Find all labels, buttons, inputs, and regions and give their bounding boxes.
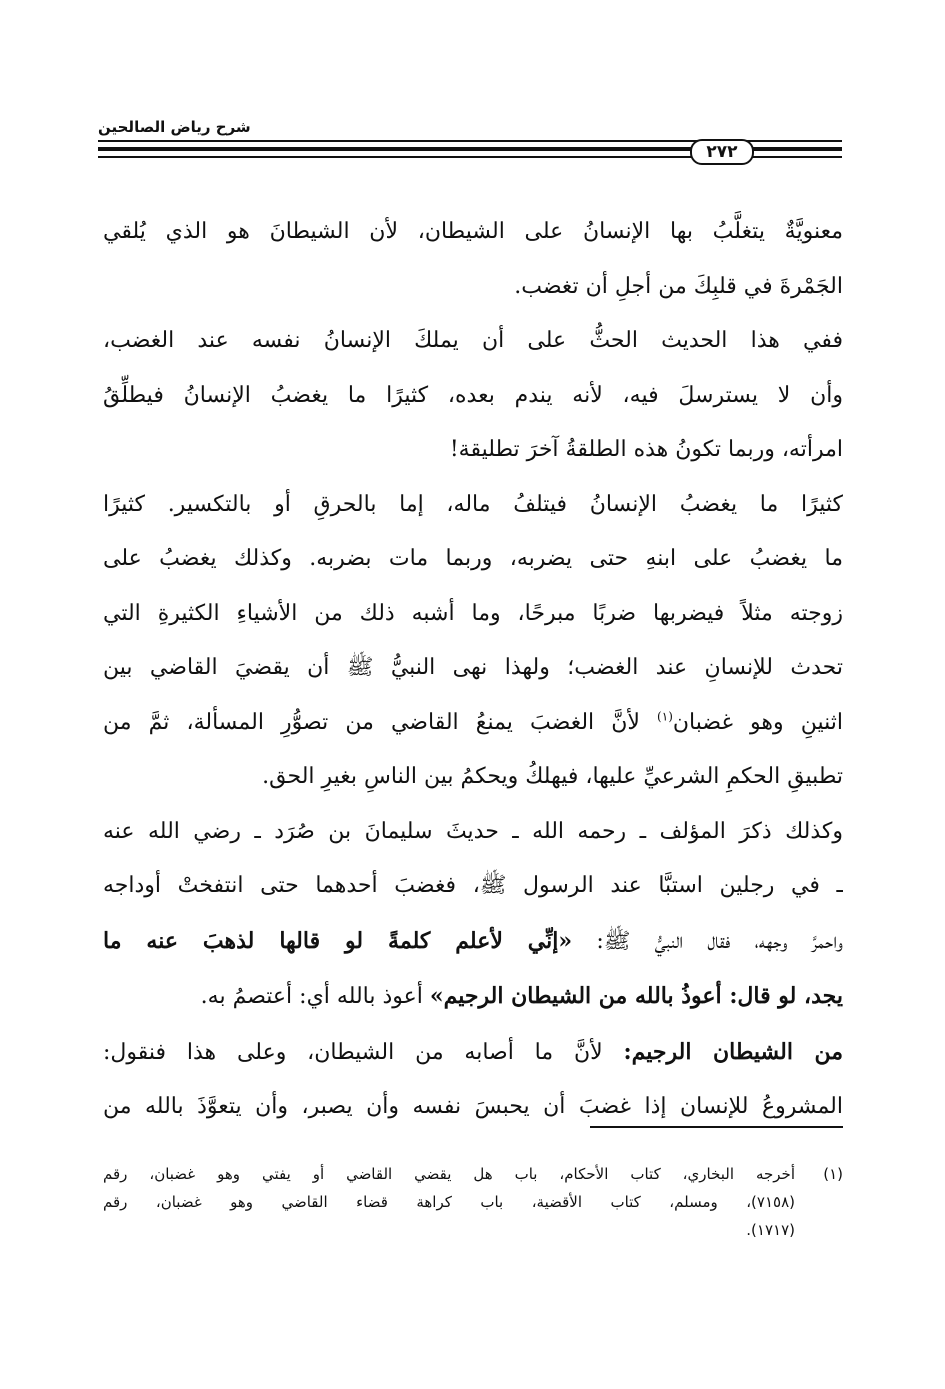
text-line: معنويَّةٌ يتغلَّبُ بها الإنسانُ على الشيطان، لأن الشيطانَ هو الذي يُلقي [103,219,843,244]
text-segment: لأنَّ الغضبَ يمنعُ القاضي من تصوُّرِ المسألة، ثمَّ من [103,709,640,735]
phrase-heading: من الشيطان الرجيم: [623,1038,843,1065]
text-line: ما يغضبُ على ابنهِ حتى يضربه، وربما مات بضربه. وكذلك يغضبُ على [103,546,843,571]
footnote-number: (١) [823,1165,843,1183]
text-segment: اثنينِ وهو غضبان [672,709,843,735]
text-line [103,914,843,970]
footnote-rule [590,1126,843,1128]
footnote-line: (٧١٥٨)، ومسلم، كتاب الأقضية، باب كراهة قضاء القاضي وهو غضبان، رقم [103,1193,795,1211]
running-header-title: شرح رياض الصالحين [98,118,251,136]
hadith-quote-end: يجد، لو قال: أعوذُ بالله من الشيطان الرجيم» [429,983,843,1009]
text-line: تطبيقِ الحكمِ الشرعيِّ عليها، فيهلكُ ويحكمُ بين الناسِ بغيرِ الحق. [262,764,843,789]
text-line: المشروعُ للإنسان إذا غضبَ أن يحبسَ نفسه وأن يصبر، وأن يتعوَّذَ بالله من [103,1094,843,1119]
main-text [103,205,843,1135]
hadith-quote: «إنِّي لأعلم كلمةً لو قالها لذهبَ عنه ما [103,927,573,954]
text-line: كثيرًا ما يغضبُ الإنسانُ فيتلفُ ماله، إما بالحرقِ أو بالتكسير. كثيرًا [103,491,843,517]
text-segment: واحمرَّ وجهه، فقال النبيُّ ﷺ: [596,928,843,954]
footnote-marker[interactable]: (١) [657,709,673,724]
footnote-line: أخرجه البخاري، كتاب الأحكام، باب هل يقضي القاضي أو يفتي وهو غضبان، رقم [103,1165,795,1183]
text-line: وكذلك ذكرَ المؤلف ـ رحمه الله ـ حديثَ سليمانَ بن صُرَد ـ رضي الله عنه [103,818,843,844]
text-line: ففي هذا الحديث الحثُّ على أن يملكَ الإنسانُ نفسه عند الغضب، [103,328,843,353]
text-line: الجَمْرةَ في قلبِكَ من أجلِ أن تغضب. [514,273,843,299]
text-line: تحدث للإنسانِ عند الغضب؛ ولهذا نهى النبيُّ ﷺ أن يقضيَ القاضي بين [103,655,843,680]
text-line [103,969,843,1025]
text-line: امرأته، وربما تكونُ هذه الطلقةُ آخرَ تطليقة! [449,437,843,462]
footnote [103,1160,843,1244]
text-line: ـ في رجلين استبَّا عند الرسول ﷺ، فغضبَ أحدهما حتى انتفختْ أوداجه [103,873,843,898]
text-segment: لأنَّ ما أصابه من الشيطان، وعلى هذا فنقول: [103,1039,603,1065]
text-segment: أعوذ بالله أي: أعتصمُ به. [200,984,423,1009]
text-line [103,1025,843,1081]
text-line: وأن لا يسترسلَ فيه، لأنه يندم بعده، كثيرًا ما يغضبُ الإنسانُ فيطلِّقُ [103,382,843,408]
text-line [103,696,843,751]
page-number-badge: ٢٧٢ [690,139,754,165]
text-line: زوجته مثلاً فيضربها ضربًا مبرحًا، وما أشبه ذلك من الأشياءِ الكثيرةِ التي [103,600,843,626]
footnote-line: (١٧١٧). [746,1221,795,1239]
